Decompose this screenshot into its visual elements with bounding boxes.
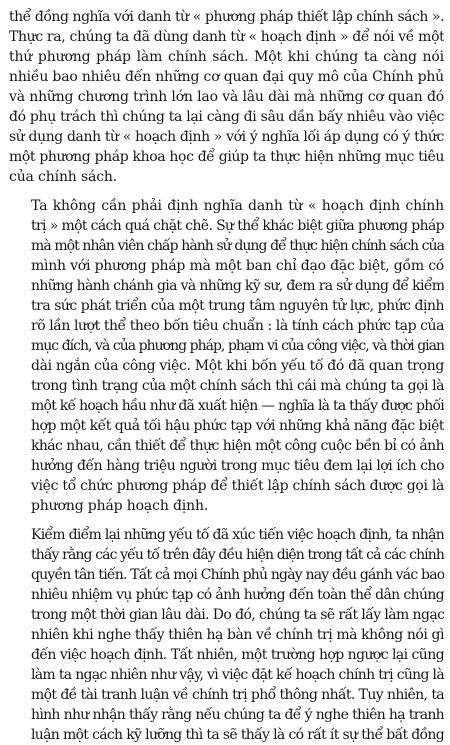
text-line: phương pháp hoạch định. xyxy=(31,498,209,514)
text-line: tra sức phát triển của một trung tâm nguyên tử lực, phức định xyxy=(31,298,444,314)
text-line: nhiều bao nhiêu đến những cơ quan đại quy mô của Chính phủ xyxy=(9,69,444,85)
text-line: mình với phương pháp mà một ban chỉ đạo đặc biệt, gồm có xyxy=(31,258,444,274)
text-line: nhiên khi nghe thấy thiên hạ bàn về chính trị mà không nói gì xyxy=(31,627,444,643)
text-line: khác nhau, cần thiết để thực hiện một công cuộc bền bỉ có ảnh xyxy=(31,438,444,454)
text-line: hợp một kết quả tối hậu phức tạp với những khả năng đặc biệt xyxy=(31,418,444,434)
text-line: thấy rằng các yếu tố trên đây đều hiện diện trong tất cả các chính xyxy=(31,547,444,563)
text-line: hưởng đến hàng triệu người trong mục tiêu đem lại lợi ích cho xyxy=(31,458,444,474)
text-line: nhiêu nhiệm vụ phức tạp có ảnh hưởng đến toàn thể dân chúng xyxy=(31,587,444,603)
text-line: những hành chánh gia và những kỹ sư, đem ra sử dụng để kiểm xyxy=(31,278,444,294)
text-line: việc tổ chức phương pháp để thiết lập chính sách được gọi là xyxy=(31,478,444,494)
paragraph-1 xyxy=(9,7,444,187)
text-line: rõ lần lượt thể theo bốn tiêu chuẩn : là tính cách phức tạp của xyxy=(31,318,444,334)
text-line: một kế hoạch hầu như đã xuất hiện — nghĩa là ta thấy được phối xyxy=(31,398,444,414)
text-line: của chính sách. xyxy=(9,169,118,185)
text-line: trong tình trạng của một chính sách thì cái mà chúng ta gọi là xyxy=(31,378,444,394)
text-line: đó phụ trách thì chúng ta lại càng đi sâu dần bấy nhiêu vào việc xyxy=(9,109,444,125)
text-line: và những chương trình lớn lao và lâu dài mà những cơ quan đó xyxy=(9,89,444,105)
text-line: Kiểm điểm lại những yếu tố đã xúc tiến việc hoạch định, ta nhận xyxy=(31,527,444,543)
text-line: sử dụng danh từ « hoạch định » với ý nghĩa lối áp dụng có ý thức xyxy=(9,129,444,145)
text-line: luận một cách kỹ lưỡng thì ta sẽ thấy là có rất ít sự thể bất đồng xyxy=(31,727,444,743)
text-line: dài ngắn của công việc. Một khi bốn yếu tố đó đã quan trọng xyxy=(31,358,444,374)
text-line: thể đồng nghĩa với danh từ « phương pháp thiết lập chính sách ». xyxy=(9,9,444,25)
text-line: trị » một cách quá chặt chẽ. Sự thể khác biệt giữa phương pháp xyxy=(31,218,444,234)
text-line: làm ta ngạc nhiên như vậy, vì việc đặt kế hoạch chính trị cũng là xyxy=(31,667,444,683)
text-line: Thực ra, chúng ta đã dùng danh từ « hoạch định » để nói về một xyxy=(9,29,444,45)
text-line: thứ phương pháp làm chính sách. Một khi chúng ta càng nói xyxy=(9,49,444,65)
text-line: một đề tài tranh luận về chính trị phổ thông nhất. Tuy nhiên, ta xyxy=(31,687,444,703)
paragraph-3 xyxy=(9,525,444,745)
paragraph-2 xyxy=(9,196,444,516)
text-line: mục đích, và của phương pháp, phạm vi của công việc, và thời gian xyxy=(31,338,444,354)
text-line: mà một nhân viên chấp hành sử dụng để thực hiện chính sách của xyxy=(31,238,444,254)
text-line: Ta không cần phải định nghĩa danh từ « hoạch định chính xyxy=(31,198,444,214)
text-line: một phương pháp khoa học để giúp ta thực hiện những mục tiêu xyxy=(9,149,444,165)
text-line: quyền tân tiến. Tất cả mọi Chính phủ ngày nay đều gánh vác bao xyxy=(31,567,444,583)
text-line: đến việc hoạch định. Tất nhiên, một trường hợp ngược lại cũng xyxy=(31,647,444,663)
text-line: trong một thời gian lâu dài. Do đó, chúng ta sẽ rất lấy làm ngạc xyxy=(31,607,444,623)
text-line: hình như nhận thấy rằng nếu chúng ta để ý nghe thiên hạ tranh xyxy=(31,707,444,723)
